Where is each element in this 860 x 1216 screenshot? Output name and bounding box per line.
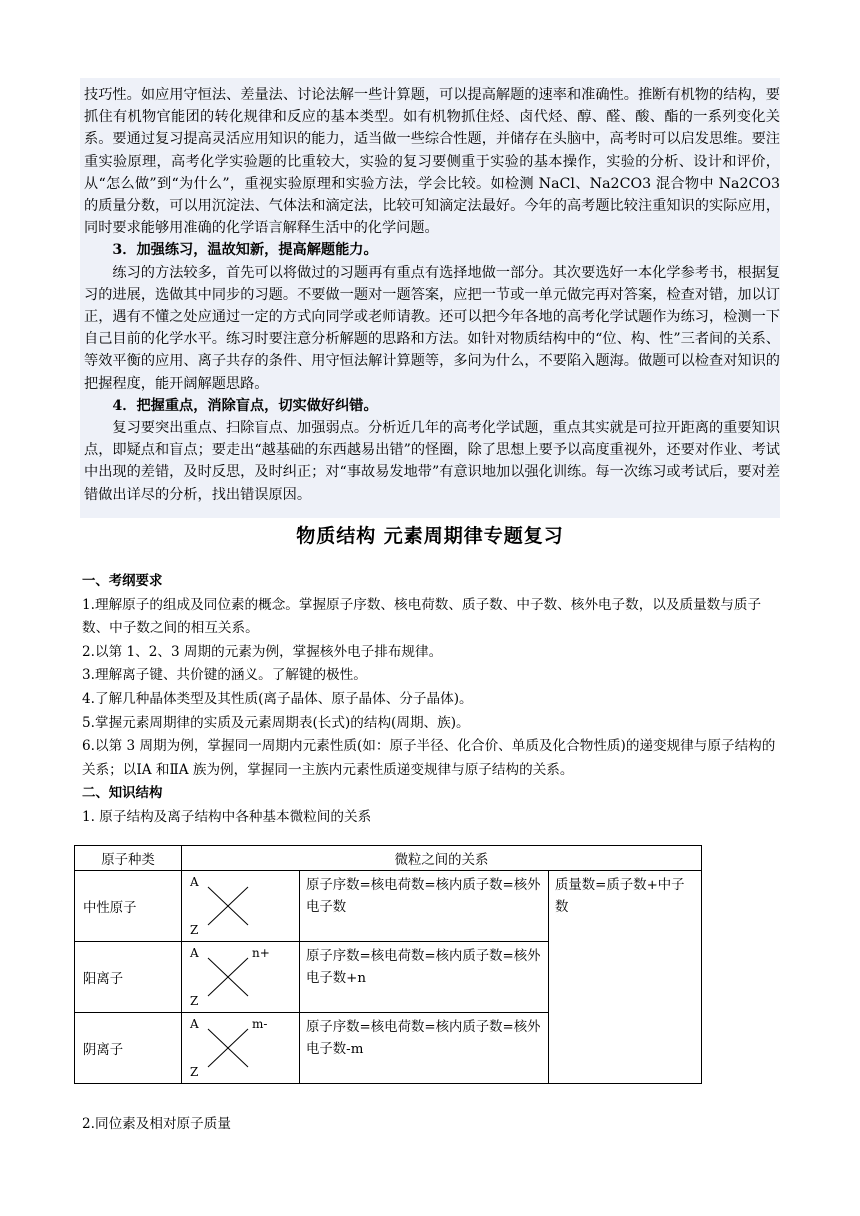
element-cross-icon xyxy=(206,885,250,927)
section1-heading: 一、考纲要求 xyxy=(82,574,163,589)
table-header-row xyxy=(75,846,702,871)
section-body xyxy=(82,570,782,830)
atom-kind: 中性原子 xyxy=(75,871,182,942)
section2-sub1: 1. 原子结构及离子结构中各种基本微粒间的关系 xyxy=(82,808,372,825)
atomic-number-label: Z xyxy=(190,923,199,937)
heading-3: 3．加强练习，温故知新，提高解题能力。 xyxy=(112,242,378,259)
section2-heading: 二、知识结构 xyxy=(82,786,163,802)
element-cross-icon xyxy=(206,956,250,998)
nuclide-symbol xyxy=(182,1013,300,1084)
requirement-item: 1.理解原子的组成及同位素的概念。掌握原子序数、核电荷数、质子数、中子数、核外电子数，以及质量数与质子数、中子数之间的相互关系。 xyxy=(82,596,762,637)
requirement-item: 6.以第 3 周期为例，掌握同一周期内元素性质(如：原子半径、化合价、单质及化合物性质)的递变规律与原子结构的关系；以ⅠA 和ⅡA 族为例，掌握同一主族内元素性质递变规律与原子结构的关系。 xyxy=(82,738,776,778)
atomic-number-label: Z xyxy=(190,994,199,1008)
nuclide-symbol xyxy=(182,942,300,1013)
atom-kind: 阳离子 xyxy=(75,942,182,1013)
table-row xyxy=(75,871,702,942)
atom-kind: 阴离子 xyxy=(75,1013,182,1084)
requirement-item: 2.以第 1、2、3 周期的元素为例，掌握核外电子排布规律。 xyxy=(82,643,443,660)
mass-number-label: A xyxy=(190,946,199,960)
heading-4: 4．把握重点，消除盲点，切实做好纠错。 xyxy=(112,397,378,414)
header-atom-kind: 原子种类 xyxy=(75,846,182,871)
mass-relation: 质量数=质子数+中子数 xyxy=(549,871,702,1084)
paragraph-3: 复习要突出重点、扫除盲点、加强弱点。分析近几年的高考化学试题，重点其实就是可拉开距离的重要知识点，即疑点和盲点；要走出“越基础的东西越易出错”的怪圈，除了思想上要予以高度重视外，还要对作业、考试中出现的差错，及时反思，及时纠正；对“事故易发地带”有意识地加以强化训练。每一次练习或考试后，要对差错做出详尽的分析，找出错误原因。 xyxy=(84,420,780,503)
page-title: 物质结构 元素周期律专题复习 xyxy=(296,525,564,547)
nuclide-symbol xyxy=(182,871,300,942)
requirement-item: 5.掌握元素周期律的实质及元素周期表(长式)的结构(周期、族)。 xyxy=(82,714,470,731)
header-relation: 微粒之间的关系 xyxy=(182,846,702,871)
relation-text: 原子序数=核电荷数=核内质子数=核外电子数+n xyxy=(300,942,549,1013)
particle-relation-table xyxy=(74,845,702,1084)
atomic-number-label: Z xyxy=(190,1065,199,1079)
element-cross-icon xyxy=(206,1027,250,1069)
relation-text: 原子序数=核电荷数=核内质子数=核外电子数-m xyxy=(300,1013,549,1084)
relation-text: 原子序数=核电荷数=核内质子数=核外电子数 xyxy=(300,871,549,942)
top-section xyxy=(84,84,780,506)
charge-label: n+ xyxy=(252,946,270,960)
requirement-item: 3.理解离子键、共价键的涵义。了解键的极性。 xyxy=(82,667,367,684)
footer-subheading: 2.同位素及相对原子质量 xyxy=(82,1116,231,1132)
mass-number-label: A xyxy=(190,875,199,889)
charge-label: m- xyxy=(252,1017,268,1031)
paragraph-2: 练习的方法较多，首先可以将做过的习题再有重点有选择地做一部分。其次要选好一本化学参考书，根据复习的进展，选做其中同步的习题。不要做一题对一题答案，应把一节或一单元做完再对答案，检查对错，加以订正，遇有不懂之处应通过一定的方式向同学或老师请教。还可以把今年各地的高考化学试题作为练习，检测一下自己目前的化学水平。练习时要注意分析解题的思路和方法。如针对物质结构中的“位、构、性”三者间的关系、等效平衡的应用、离子共存的条件、用守恒法解计算题等，多问为什么，不要陷入题海。做题可以检查对知识的把握程度，能开阔解题思路。 xyxy=(84,264,780,392)
requirement-item: 4.了解几种晶体类型及其性质(离子晶体、原子晶体、分子晶体)。 xyxy=(82,690,473,707)
mass-number-label: A xyxy=(190,1017,199,1031)
paragraph-1: 技巧性。如应用守恒法、差量法、讨论法解一些计算题，可以提高解题的速率和准确性。推断有机物的结构，要抓住有机物官能团的转化规律和反应的基本类型。如有机物抓住烃、卤代烃、醇、醛、酸、酯的一系列变化关系。要通过复习提高灵活应用知识的能力，适当做一些综合性题，并储存在头脑中，高考时可以启发思维。要注重实验原理，高考化学实验题的比重较大，实验的复习要侧重于实验的基本操作，实验的分析、设计和评价，从“怎么做”到“为什么”，重视实验原理和实验方法，学会比较。如检测 NaCl、Na2CO3 混合物中 Na2CO3 的质量分数，可以用沉淀法、气体法和滴定法，比较可知滴定法最好。今年的高考题比较注重知识的实际应用，同时要求能够用准确的化学语言解释生活中的化学问题。 xyxy=(84,87,780,237)
